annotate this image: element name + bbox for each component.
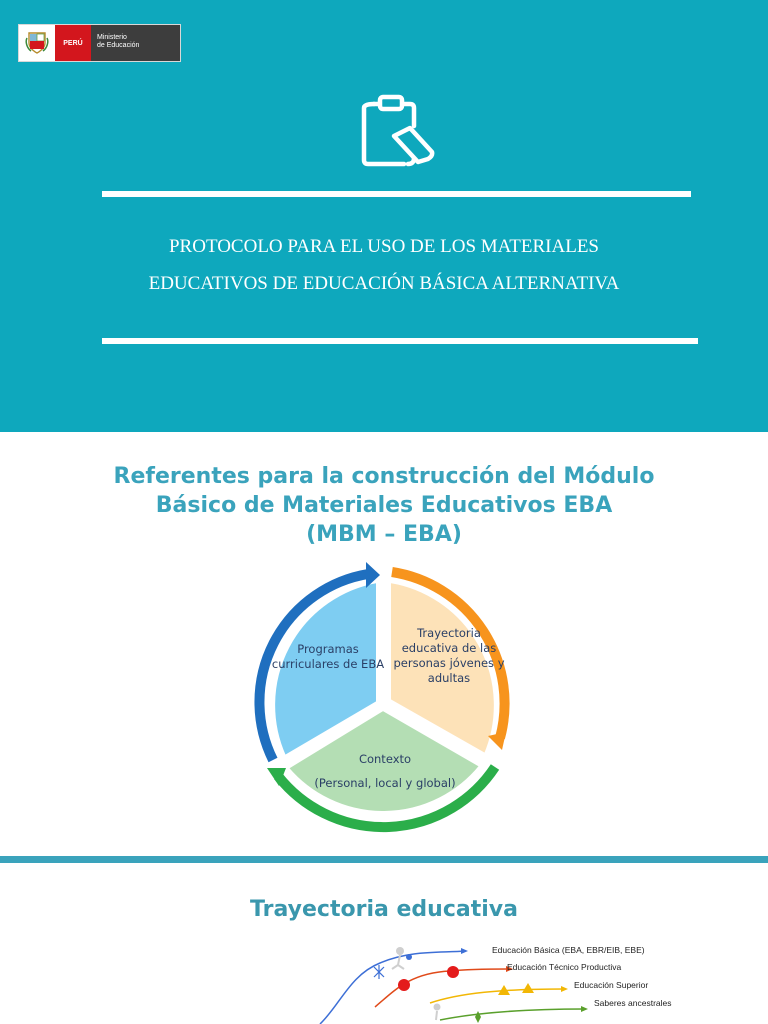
slide-separator	[0, 856, 768, 863]
referents-title-line3: (MBM – EBA)	[306, 522, 462, 547]
person-figure-icon	[396, 947, 404, 955]
logo-ministry-line1: Ministerio	[97, 34, 127, 41]
cover-title-line2: EDUCATIVOS DE EDUCACIÓN BÁSICA ALTERNATIVA	[148, 273, 620, 294]
label-trayectoria: Trayectoria educativa de las personas jóvenes y adultas	[393, 626, 505, 685]
person-figure-icon	[434, 1004, 441, 1011]
logo-ministry-line2: de Educación	[97, 42, 140, 49]
referents-title-line2: Básico de Materiales Educativos EBA	[155, 493, 613, 518]
green-diamond-icon	[475, 1011, 481, 1023]
divider-bottom	[102, 338, 698, 344]
snowflake-icon	[374, 965, 384, 979]
label-contexto-sub: (Personal, local y global)	[314, 776, 456, 790]
label-contexto-main: Contexto	[358, 752, 412, 766]
logo-country-label: PERÚ	[55, 25, 91, 61]
referents-cycle-diagram	[240, 560, 530, 850]
label-contexto	[310, 752, 460, 791]
cover-title-line1: PROTOCOLO PARA EL USO DE LOS MATERIALES	[168, 236, 599, 257]
cover-title	[60, 228, 708, 302]
referents-title	[60, 462, 708, 549]
label-programas: Programas curriculares de EBA	[271, 642, 385, 671]
trajectory-label-superior: Educación Superior	[574, 980, 649, 990]
coat-of-arms-icon	[19, 25, 55, 61]
trajectory-slide	[0, 863, 768, 1024]
trajectory-label-saberes: Saberes ancestrales	[594, 998, 672, 1008]
ministry-logo	[18, 24, 181, 62]
red-dot-icon	[398, 979, 410, 991]
clipboard-pencil-icon	[356, 92, 436, 172]
yellow-triangle-icon	[522, 983, 534, 993]
cover-slide	[0, 0, 768, 432]
referents-title-line1: Referentes para la construcción del Módulo	[113, 464, 655, 489]
divider-top	[102, 191, 691, 197]
red-dot-icon	[447, 966, 459, 978]
trajectory-title: Trayectoria educativa	[250, 897, 518, 922]
referents-slide	[0, 432, 768, 856]
trajectory-label-basica: Educación Básica (EBA, EBR/EIB, EBE)	[492, 945, 645, 955]
trajectory-label-tecnico: Educación Técnico Productiva	[507, 962, 622, 972]
logo-ministry-label	[91, 25, 180, 61]
